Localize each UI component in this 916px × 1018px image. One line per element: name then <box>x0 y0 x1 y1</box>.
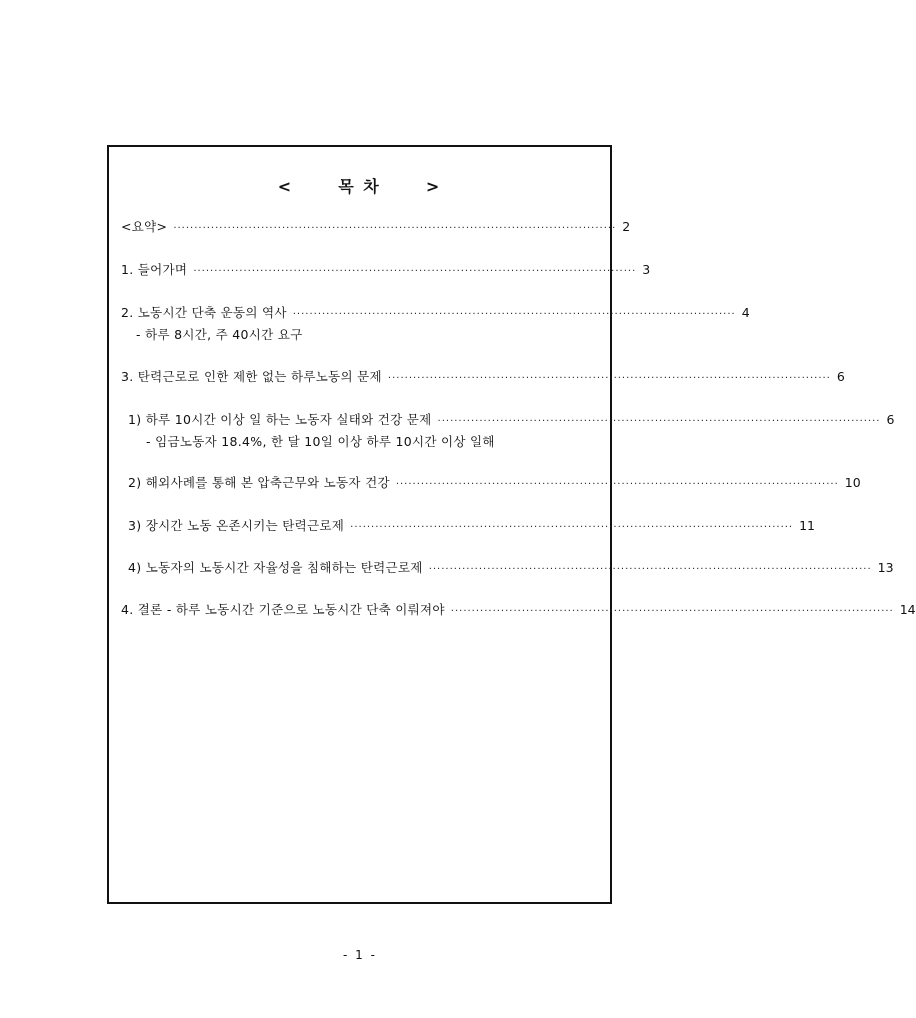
toc-entry-page: 6 <box>836 369 845 384</box>
leader-dots: ·········································································································· <box>387 373 831 384</box>
toc-entry-page: 10 <box>844 475 861 490</box>
toc-entry-label: 1. 들어가며 <box>121 262 188 277</box>
toc-entry-label: 2) 해외사례를 통해 본 압축근무와 노동자 건강 <box>128 475 390 490</box>
leader-dots: ·········································································································· <box>292 309 736 320</box>
toc-entry-summary[interactable] <box>121 217 631 235</box>
toc-entry-page: 2 <box>622 219 631 234</box>
toc-entry-3-1[interactable] <box>128 410 895 428</box>
toc-entry-label: 4) 노동자의 노동시간 자율성을 침해하는 탄력근로제 <box>128 560 423 575</box>
toc-entry-3-4[interactable] <box>128 558 894 576</box>
toc-entry-label: <요약> <box>121 219 168 234</box>
toc-entry-label: 3) 장시간 노동 온존시키는 탄력근로제 <box>128 518 345 533</box>
toc-entry-page: 14 <box>899 602 916 617</box>
title-text: 목 차 <box>338 177 381 196</box>
page-number: - 1 - <box>343 948 377 962</box>
title-right-bracket: > <box>425 177 442 196</box>
title-left-bracket: < <box>277 177 294 196</box>
toc-entry-label: 4. 결론 - 하루 노동시간 기준으로 노동시간 단축 이뤄져야 <box>121 602 445 617</box>
toc-entry-3-3[interactable] <box>128 516 816 534</box>
toc-entry-2[interactable] <box>121 303 750 321</box>
toc-entry-4[interactable] <box>121 600 916 618</box>
leader-dots: ·········································································································· <box>350 522 794 533</box>
toc-entry-page: 4 <box>741 305 750 320</box>
toc-entry-page: 13 <box>877 560 894 575</box>
toc-entry-page: 3 <box>642 262 651 277</box>
leader-dots: ·········································································································· <box>450 606 894 617</box>
toc-entry-label: 1) 하루 10시간 이상 일 하는 노동자 실태와 건강 문제 <box>128 412 432 427</box>
leader-dots: ·········································································································· <box>428 564 872 575</box>
toc-title <box>109 174 610 197</box>
toc-box <box>107 145 916 904</box>
leader-dots: ·········································································································· <box>193 266 637 277</box>
toc-entry-3-2[interactable] <box>128 473 861 491</box>
toc-entry-label: 3. 탄력근로로 인한 제한 없는 하루노동의 문제 <box>121 369 382 384</box>
toc-entry-page: 6 <box>886 412 895 427</box>
toc-entry-1[interactable] <box>121 260 651 278</box>
toc-entry-2-sub: - 하루 8시간, 주 40시간 요구 <box>136 327 303 342</box>
leader-dots: ·········································································································· <box>437 416 881 427</box>
toc-entry-page: 11 <box>799 518 816 533</box>
toc-entry-3[interactable] <box>121 367 845 385</box>
toc-entry-label: 2. 노동시간 단축 운동의 역사 <box>121 305 287 320</box>
leader-dots: ·········································································································· <box>173 223 617 234</box>
leader-dots: ·········································································································· <box>395 479 839 490</box>
toc-entry-3-1-sub: - 임금노동자 18.4%, 한 달 10일 이상 하루 10시간 이상 일해 <box>146 434 495 449</box>
